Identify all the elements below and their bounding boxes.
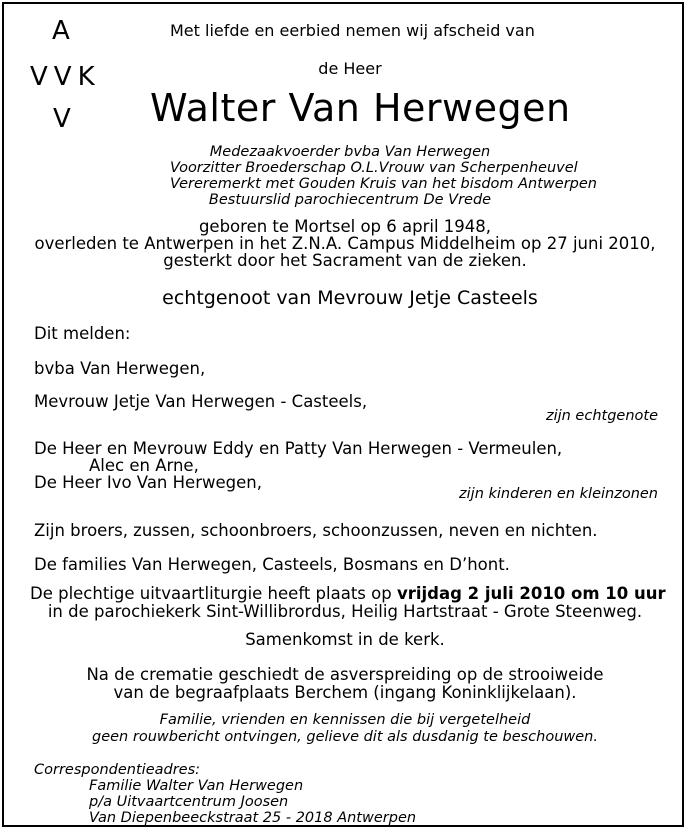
titles-block [170,144,597,208]
cremation-line-1: Na de crematie geschiedt de asverspreiding op de strooiweide [86,665,604,684]
death-line: overleden te Antwerpen in het Z.N.A. Campus Middelheim op 27 juni 2010, [34,234,656,253]
deceased-name: Walter Van Herwegen [150,86,571,130]
title-line: Voorzitter Broederschap O.L.Vrouw van Scherpenheuvel [170,160,578,176]
family-children-2: Alec en Arne, [89,456,199,475]
funeral-block [30,584,666,621]
funeral-date-time: vrijdag 2 juli 2010 om 10 uur [396,584,666,603]
correspondence-line: Van Diepenbeeckstraat 25 - 2018 Antwerpen [89,810,417,826]
monogram-line-2: VVK [30,62,101,92]
family-siblings: Zijn broers, zussen, schoonbroers, schoonzussen, neven en nichten. [34,521,598,540]
correspondence-line: p/a Uitvaartcentrum Joosen [89,794,289,810]
family-children-1: De Heer en Mevrouw Eddy en Patty Van Herwegen - Vermeulen, [34,439,563,458]
children-role: zijn kinderen en kleinzonen [459,486,658,502]
family-children-3: De Heer Ivo Van Herwegen, [34,473,262,492]
monogram-line-1: A [52,16,76,46]
correspondence-label: Correspondentieadres: [34,762,201,778]
wife-role: zijn echtgenote [545,408,658,424]
monogram-line-3: V [53,104,77,134]
family-company: bvba Van Herwegen, [34,359,206,378]
family-wife: Mevrouw Jetje Van Herwegen - Casteels, [34,392,368,411]
honorific: de Heer [318,59,382,78]
gathering-text: Samenkomst in de kerk. [245,630,445,649]
note-line-1: Familie, vrienden en kennissen die bij vergetelheid [159,712,531,728]
funeral-line-2: in de parochiekerk Sint-Willibrordus, Heilig Hartstraat - Grote Steenweg. [47,602,643,621]
birth-line: geboren te Mortsel op 6 april 1948, [198,217,492,236]
cremation-block [30,666,660,702]
sacrament-line: gesterkt door het Sacrament van de zieken. [163,251,527,270]
title-line: Medezaakvoerder bvba Van Herwegen [209,144,491,160]
correspondence-block [89,778,416,826]
family-families: De families Van Herwegen, Casteels, Bosmans en D’hont. [34,555,510,574]
note-block [30,712,660,746]
dates-block [30,218,660,269]
intro-text: Met liefde en eerbied nemen wij afscheid van [170,21,535,40]
title-line: Vereremerkt met Gouden Kruis van het bisdom Antwerpen [170,176,597,192]
announce-intro: Dit melden: [34,324,131,343]
title-line: Bestuurslid parochiecentrum De Vrede [208,192,492,208]
cremation-line-2: van de begraafplaats Berchem (ingang Koninklijkelaan). [113,683,577,702]
correspondence-line: Familie Walter Van Herwegen [89,778,304,794]
funeral-line-1: De plechtige uitvaartliturgie heeft plaats op vrijdag 2 juli 2010 om 10 uur [30,584,666,603]
note-line-2: geen rouwbericht ontvingen, gelieve dit als dusdanig te beschouwen. [92,729,598,745]
spouse-line: echtgenoot van Mevrouw Jetje Casteels [162,287,538,309]
